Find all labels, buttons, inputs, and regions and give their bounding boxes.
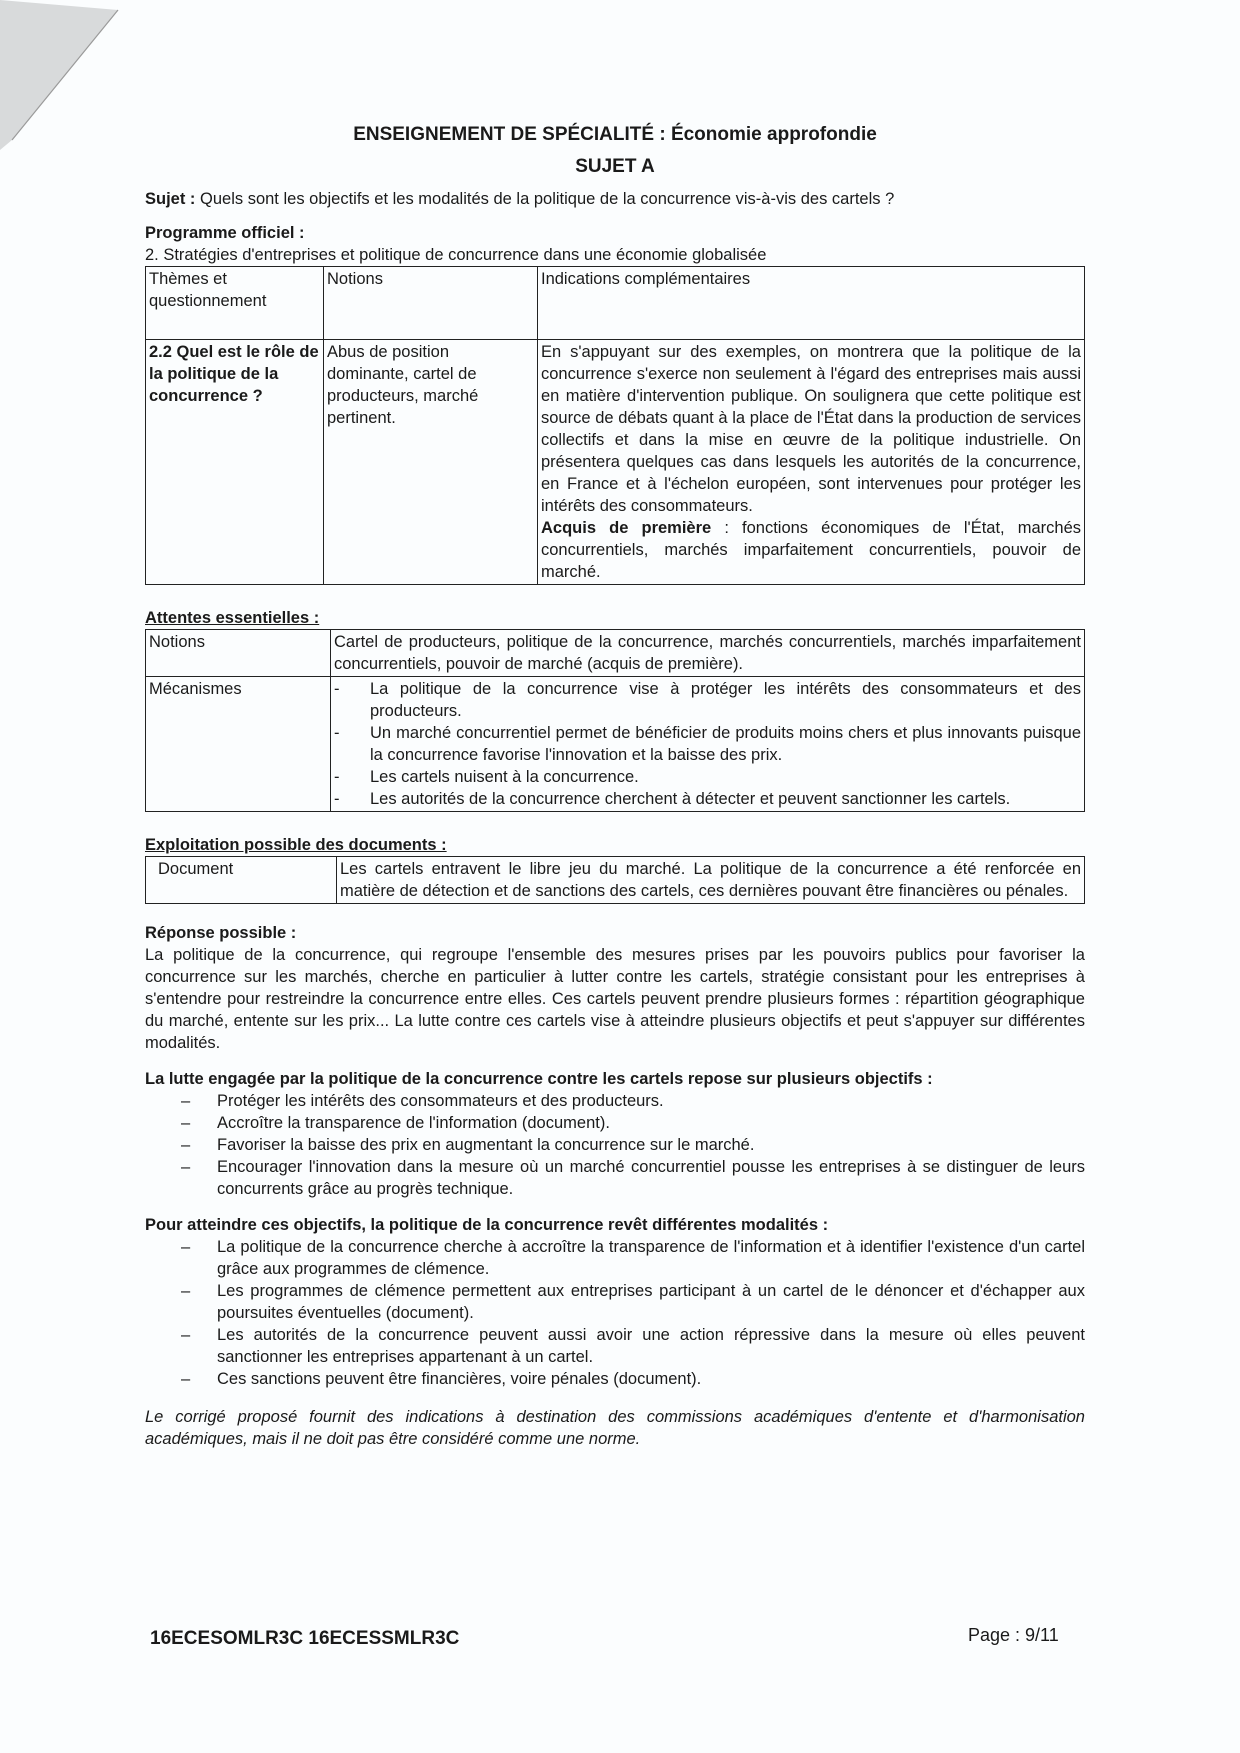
closing-note: Le corrigé proposé fournit des indications à destination des commissions académiques d'entente et d'harmonisation académiques, mais il ne doit pas être considéré comme une norme. — [145, 1408, 1085, 1448]
list-item: - Les cartels nuisent à la concurrence. — [334, 766, 1081, 788]
table-header-row — [146, 267, 1085, 340]
list-item: – Ces sanctions peuvent être financières, voire pénales (document). — [181, 1368, 1085, 1390]
table-row — [146, 630, 1085, 677]
list-item: – Les programmes de clémence permettent aux entreprises participant à un cartel de le dénoncer et d'échapper aux poursuites éventuelles (document). — [181, 1280, 1085, 1324]
reponse-intro: La politique de la concurrence, qui regroupe l'ensemble des mesures prises par les pouvoirs publics pour favoriser la concurrence sur les marchés, cherche en particulier à lutter contre les cartels, stratégie consistant pour les entreprises à s'entendre pour restreindre la concurrence entre elles. Ces cartels peuvent prendre plusieurs formes : répartition géographique du marché, entente sur les prix... La lutte contre ces cartels vise à atteindre plusieurs objectifs et peut s'appuyer sur différentes modalités. — [145, 946, 1085, 1052]
attentes-title: Attentes essentielles : — [145, 609, 320, 627]
list-item: - Un marché concurrentiel permet de bénéficier de produits moins chers et plus innovants puisque la concurrence favorise l'innovation et la baisse des prix. — [334, 722, 1081, 766]
list-item: – Encourager l'innovation dans la mesure où un marché concurrentiel pousse les entreprises à se distinguer de leurs concurrents grâce au progrès technique. — [181, 1156, 1085, 1200]
table-row — [146, 677, 1085, 812]
theme-text: 2.2 Quel est le rôle de la politique de la concurrence ? — [149, 343, 319, 405]
acquis-label: Acquis de première — [541, 519, 712, 537]
programme-subtitle: 2. Stratégies d'entreprises et politique de concurrence dans une économie globalisée — [145, 246, 767, 264]
acquis-text: : fonctions économiques de l'État, marchés concurrentiels, marchés imparfaitement concurrentiels, pouvoir de marché. — [541, 519, 1082, 581]
subject-label: Sujet : — [145, 190, 196, 208]
programme-title: Programme officiel : — [145, 224, 305, 242]
footer-code: 16ECESOMLR3C 16ECESSMLR3C — [150, 1628, 460, 1649]
notions-text: Cartel de producteurs, politique de la concurrence, marchés concurrentiels, marchés imparfaitement concurrentiels, pouvoir de marché (acquis de première). — [331, 630, 1085, 677]
attentes-table — [145, 629, 1085, 812]
list-item: – Les autorités de la concurrence peuvent aussi avoir une action répressive dans la mesure où elles peuvent sanctionner les entreprises appartenant à un cartel. — [181, 1324, 1085, 1368]
document-content — [145, 124, 1085, 1450]
page-number: Page : 9/11 — [968, 1625, 1059, 1645]
indications-text: En s'appuyant sur des exemples, on montrera que la politique de la concurrence s'exerce non seulement à l'égard des entreprises mais aussi en matière d'intervention publique. On soulignera que cette politique est source de débats quant à la place de l'État dans la production de services collectifs et dans la mise en œuvre de la politique industrielle. On présentera quelques cas dans lesquels les autorités de la concurrence, en France et à l'échelon européen, sont intervenues pour protéger les intérêts des consommateurs. — [541, 343, 1081, 515]
list-item: – Accroître la transparence de l'information (document). — [181, 1112, 1085, 1134]
list-item: - La politique de la concurrence vise à protéger les intérêts des consommateurs et des producteurs. — [334, 678, 1081, 722]
folded-corner — [0, 0, 120, 150]
notions-cell: Abus de position dominante, cartel de producteurs, marché pertinent. — [324, 340, 538, 585]
reponse-title: Réponse possible : — [145, 924, 297, 942]
document-text: Les cartels entravent le libre jeu du marché. La politique de la concurrence a été renforcée en matière de détection et de sanctions des cartels, ces dernières pouvant être financières ou pénales. — [337, 857, 1085, 904]
document-subtitle: SUJET A — [575, 156, 655, 177]
mecanismes-list — [334, 678, 1081, 810]
indications-cell — [538, 340, 1085, 585]
document-label: Document — [146, 857, 337, 904]
notions-label: Notions — [146, 630, 331, 677]
exploitation-title: Exploitation possible des documents : — [145, 836, 447, 854]
document-title: ENSEIGNEMENT DE SPÉCIALITÉ : Économie approfondie — [353, 124, 877, 145]
header-indications: Indications complémentaires — [538, 267, 1085, 340]
header-notions: Notions — [324, 267, 538, 340]
exploitation-table — [145, 856, 1085, 904]
objectifs-title: La lutte engagée par la politique de la concurrence contre les cartels repose sur plusieurs objectifs : — [145, 1070, 933, 1088]
subject-line — [145, 188, 1085, 210]
list-item: – La politique de la concurrence cherche à accroître la transparence de l'information et à identifier l'existence d'un cartel grâce aux programmes de clémence. — [181, 1236, 1085, 1280]
modalites-list — [145, 1236, 1085, 1390]
theme-cell — [146, 340, 324, 585]
objectifs-list — [145, 1090, 1085, 1200]
list-item: - Les autorités de la concurrence cherchent à détecter et peuvent sanctionner les cartels. — [334, 788, 1081, 810]
subject-text: Quels sont les objectifs et les modalités de la politique de la concurrence vis-à-vis des cartels ? — [200, 190, 895, 208]
programme-table — [145, 266, 1085, 585]
mecanismes-cell — [331, 677, 1085, 812]
table-row — [146, 340, 1085, 585]
mecanismes-label: Mécanismes — [146, 677, 331, 812]
header-themes: Thèmes et questionnement — [146, 267, 324, 340]
table-row — [146, 857, 1085, 904]
modalites-title: Pour atteindre ces objectifs, la politique de la concurrence revêt différentes modalités : — [145, 1216, 829, 1234]
list-item: – Favoriser la baisse des prix en augmentant la concurrence sur le marché. — [181, 1134, 1085, 1156]
list-item: – Protéger les intérêts des consommateurs et des producteurs. — [181, 1090, 1085, 1112]
